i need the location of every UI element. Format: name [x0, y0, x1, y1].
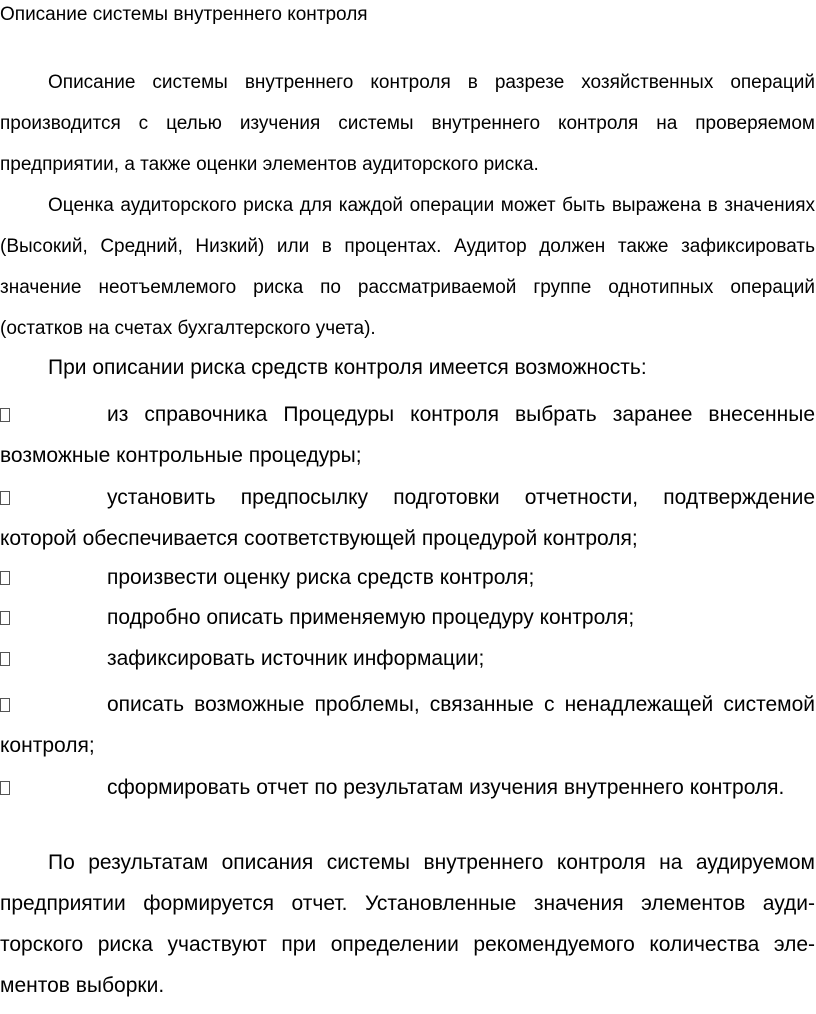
- list-item-text: из справочника Процедуры контроля выбрать заранее внесенные возможные контрольные процедуры;: [0, 403, 815, 467]
- list-item: [0, 767, 815, 808]
- bullet-box-icon: [0, 611, 10, 625]
- list-item-text: зафиксировать источник информации;: [107, 647, 485, 670]
- list-item-text: установить предпосылку подготовки отчетности, подтверждение которой обеспечивается соответствующей процедурой контроля;: [0, 486, 815, 550]
- bullet-box-icon: [0, 491, 10, 505]
- bullet-box-icon: [0, 408, 10, 422]
- list-intro: При описании риска средств контроля имеется возможность:: [48, 356, 647, 379]
- paragraph-conclusion: По результатам описания системы внутреннего контроля на аудируемом предприятии формируется отчет. Установленные значения элементов ауди-торского риска участвуют при определении рекомендуемого количества эле-ментов выборки.: [0, 851, 815, 997]
- list-item: [0, 638, 815, 679]
- list-item: [0, 557, 815, 598]
- bullet-box-icon: [0, 698, 10, 712]
- bullet-box-icon: [0, 781, 10, 795]
- document-title: Описание системы внутреннего контроля: [0, 4, 368, 25]
- list-item: [0, 597, 815, 638]
- paragraph-intro: Описание системы внутреннего контроля в разрезе хозяйственных операций производится с целью изучения системы внутреннего контроля на проверяемом предприятии, а также оценки элементов аудиторского риска.: [0, 72, 815, 175]
- list-item: [0, 684, 815, 766]
- list-item: [0, 394, 815, 476]
- list-item-text: описать возможные проблемы, связанные с ненадлежащей системой контроля;: [0, 693, 815, 757]
- bullet-box-icon: [0, 652, 10, 666]
- list-item-text: подробно описать применяемую процедуру контроля;: [107, 606, 635, 629]
- list-item: [0, 477, 815, 559]
- list-item-text: произвести оценку риска средств контроля;: [107, 566, 535, 589]
- paragraph-risk-assessment: Оценка аудиторского риска для каждой операции может быть выражена в значениях (Высокий, Средний, Низкий) или в процентах. Аудитор должен также зафиксировать значение неотъемлемого риска по рассматриваемой группе однотипных операций (остатков на счетах бухгалтерского учета).: [0, 195, 815, 339]
- list-item-text: сформировать отчет по результатам изучения внутреннего контроля.: [107, 776, 785, 799]
- bullet-box-icon: [0, 571, 10, 585]
